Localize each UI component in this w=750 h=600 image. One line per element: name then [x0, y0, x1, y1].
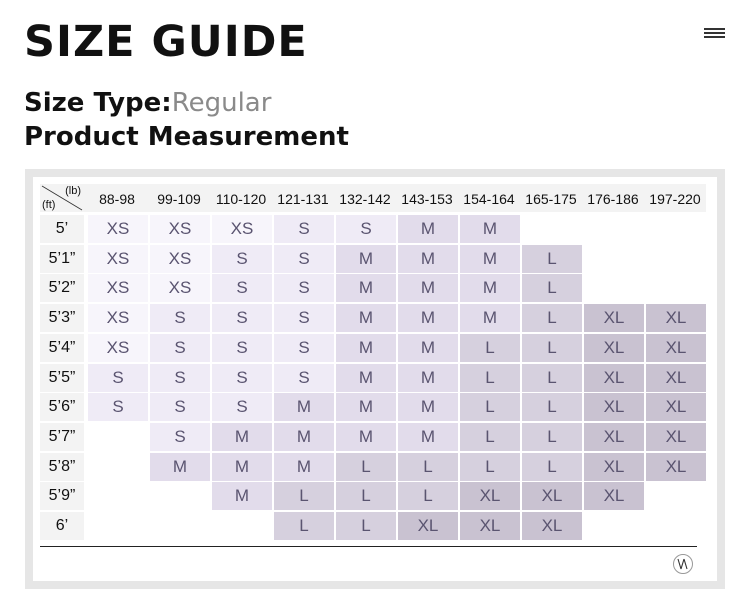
size-cell: L [522, 245, 582, 273]
weight-header-110-120: 110-120 [215, 191, 267, 207]
size-cell: L [336, 453, 396, 481]
size-cell: XL [584, 334, 644, 362]
height-header: 5’ [40, 215, 84, 243]
size-cell: XS [150, 245, 210, 273]
size-cell: XS [150, 215, 210, 243]
height-header: 5’9” [40, 482, 84, 510]
size-cell: S [150, 334, 210, 362]
size-cell: M [460, 245, 520, 273]
size-cell: XL [646, 334, 706, 362]
size-cell: M [460, 215, 520, 243]
size-cell: XL [398, 512, 458, 540]
size-cell: M [274, 423, 334, 451]
weight-header-88-98: 88-98 [99, 191, 135, 207]
size-cell: M [150, 453, 210, 481]
size-cell: M [398, 423, 458, 451]
size-cell: XL [646, 453, 706, 481]
size-cell: S [212, 393, 272, 421]
size-cell: S [88, 393, 148, 421]
size-cell: S [150, 304, 210, 332]
size-cell: L [522, 334, 582, 362]
size-type [24, 86, 271, 120]
weight-header-132-142: 132-142 [339, 191, 391, 207]
size-cell: S [274, 334, 334, 362]
size-cell: S [274, 364, 334, 392]
weight-header-121-131: 121-131 [277, 191, 329, 207]
size-cell: L [522, 304, 582, 332]
size-cell: XL [584, 482, 644, 510]
weight-header-165-175: 165-175 [525, 191, 577, 207]
height-header: 5’6” [40, 393, 84, 421]
size-cell: M [336, 334, 396, 362]
height-header: 5’8” [40, 453, 84, 481]
size-cell: M [212, 423, 272, 451]
size-cell: L [522, 364, 582, 392]
height-header: 5’3” [40, 304, 84, 332]
weight-header-143-153: 143-153 [401, 191, 453, 207]
size-cell: M [398, 245, 458, 273]
size-cell: XL [584, 453, 644, 481]
size-cell: M [460, 304, 520, 332]
size-cell: M [398, 304, 458, 332]
corner-height-unit: (ft) [42, 199, 56, 211]
height-header: 5’7” [40, 423, 84, 451]
size-cell: L [460, 393, 520, 421]
height-header: 5’2” [40, 274, 84, 302]
size-cell: L [336, 482, 396, 510]
page-title: SIZE GUIDE [24, 17, 308, 67]
height-header: 5’5” [40, 364, 84, 392]
weight-header-99-109: 99-109 [157, 191, 201, 207]
size-cell: L [522, 274, 582, 302]
size-cell: M [336, 304, 396, 332]
height-header: 6’ [40, 512, 84, 540]
size-cell: S [274, 215, 334, 243]
size-cell: S [274, 274, 334, 302]
size-cell: XS [212, 215, 272, 243]
weight-header-176-186: 176-186 [587, 191, 639, 207]
size-cell: S [336, 215, 396, 243]
size-cell: XS [88, 245, 148, 273]
size-cell: L [460, 334, 520, 362]
size-cell: M [336, 245, 396, 273]
height-header: 5’1” [40, 245, 84, 273]
size-cell: XL [584, 364, 644, 392]
table-corner [40, 184, 84, 212]
size-cell: M [336, 364, 396, 392]
brand-logo-icon [673, 554, 693, 574]
size-cell: M [212, 482, 272, 510]
size-cell: XL [584, 423, 644, 451]
footer-divider [40, 546, 697, 547]
size-cell: XL [460, 512, 520, 540]
size-cell: M [212, 453, 272, 481]
size-cell: XL [522, 482, 582, 510]
size-cell: M [398, 215, 458, 243]
size-cell: M [460, 274, 520, 302]
size-cell: XS [150, 274, 210, 302]
size-cell: L [398, 482, 458, 510]
size-cell: L [460, 364, 520, 392]
section-title: Product Measurement [24, 122, 349, 152]
size-cell: XL [646, 393, 706, 421]
size-cell: L [398, 453, 458, 481]
size-cell: M [398, 364, 458, 392]
size-cell: XL [584, 393, 644, 421]
size-cell: L [274, 512, 334, 540]
size-cell: L [460, 453, 520, 481]
hamburger-menu-icon[interactable] [704, 26, 726, 42]
size-cell: XL [584, 304, 644, 332]
size-cell: S [212, 304, 272, 332]
size-cell: S [150, 423, 210, 451]
size-cell: S [150, 364, 210, 392]
size-cell: XL [460, 482, 520, 510]
size-cell: XL [646, 304, 706, 332]
size-cell: XS [88, 215, 148, 243]
size-cell: M [398, 334, 458, 362]
size-cell: M [398, 393, 458, 421]
size-cell: L [460, 423, 520, 451]
size-cell: M [274, 453, 334, 481]
size-cell: L [522, 393, 582, 421]
size-cell: S [212, 364, 272, 392]
size-cell: S [274, 245, 334, 273]
size-cell: L [522, 453, 582, 481]
size-cell: S [212, 245, 272, 273]
size-cell: XL [522, 512, 582, 540]
size-cell: S [88, 364, 148, 392]
size-cell: M [274, 393, 334, 421]
size-cell: XS [88, 274, 148, 302]
size-type-label: Size Type: [24, 88, 172, 118]
size-cell: XS [88, 304, 148, 332]
size-cell: L [336, 512, 396, 540]
size-cell: L [522, 423, 582, 451]
weight-header-197-220: 197-220 [649, 191, 701, 207]
height-header: 5’4” [40, 334, 84, 362]
size-cell: XL [646, 423, 706, 451]
size-cell: L [274, 482, 334, 510]
size-cell: M [398, 274, 458, 302]
size-cell: S [150, 393, 210, 421]
size-cell: S [274, 304, 334, 332]
size-cell: XL [646, 364, 706, 392]
size-type-value: Regular [171, 88, 272, 118]
size-cell: M [336, 393, 396, 421]
size-cell: S [212, 334, 272, 362]
size-cell: M [336, 274, 396, 302]
size-cell: XS [88, 334, 148, 362]
size-cell: S [212, 274, 272, 302]
weight-header-154-164: 154-164 [463, 191, 515, 207]
corner-weight-unit: (lb) [65, 185, 81, 197]
size-cell: M [336, 423, 396, 451]
